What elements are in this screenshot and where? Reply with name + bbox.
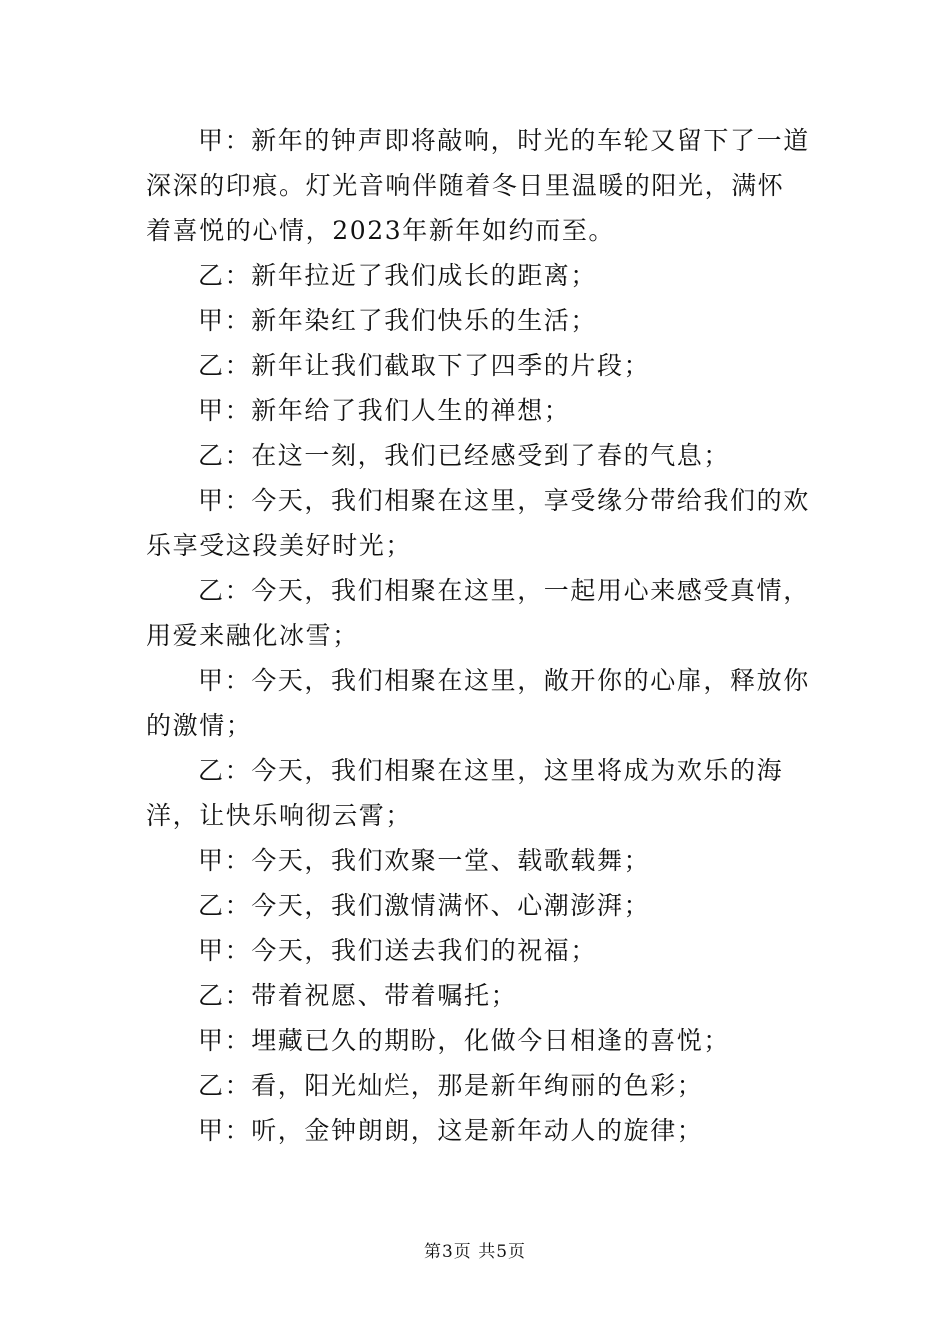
paragraph-7: 甲：今天，我们相聚在这里，享受缘分带给我们的欢乐享受这段美好时光； xyxy=(146,486,810,560)
paragraph-6: 乙：在这一刻，我们已经感受到了春的气息； xyxy=(198,441,731,470)
paragraph-3: 甲：新年染红了我们快乐的生活； xyxy=(198,306,598,335)
paragraph-5: 甲：新年给了我们人生的禅想； xyxy=(198,396,571,425)
paragraph-16: 乙：看，阳光灿烂，那是新年绚丽的色彩； xyxy=(198,1071,704,1100)
page-number-footer: 第3页 共5页 xyxy=(423,1242,527,1262)
document-body xyxy=(146,118,810,1153)
paragraph-13: 甲：今天，我们送去我们的祝福； xyxy=(198,936,598,965)
paragraph-15: 甲：埋藏已久的期盼，化做今日相逢的喜悦； xyxy=(198,1026,731,1055)
paragraph-2: 乙：新年拉近了我们成长的距离； xyxy=(198,261,598,290)
paragraph-1: 甲：新年的钟声即将敲响，时光的车轮又留下了一道深深的印痕。灯光音响伴随着冬日里温暖的阳光，满怀着喜悦的心情，2023年新年如约而至。 xyxy=(146,126,810,245)
paragraph-8: 乙：今天，我们相聚在这里，一起用心来感受真情，用爱来融化冰雪； xyxy=(146,576,810,650)
paragraph-10: 乙：今天，我们相聚在这里，这里将成为欢乐的海洋，让快乐响彻云霄； xyxy=(146,756,784,830)
paragraph-12: 乙：今天，我们激情满怀、心潮澎湃； xyxy=(198,891,651,920)
paragraph-17: 甲：听，金钟朗朗，这是新年动人的旋律； xyxy=(198,1116,704,1145)
paragraph-4: 乙：新年让我们截取下了四季的片段； xyxy=(198,351,651,380)
paragraph-9: 甲：今天，我们相聚在这里，敞开你的心扉，释放你的激情； xyxy=(146,666,810,740)
paragraph-14: 乙：带着祝愿、带着嘱托； xyxy=(198,981,518,1010)
paragraph-11: 甲：今天，我们欢聚一堂、载歌载舞； xyxy=(198,846,651,875)
